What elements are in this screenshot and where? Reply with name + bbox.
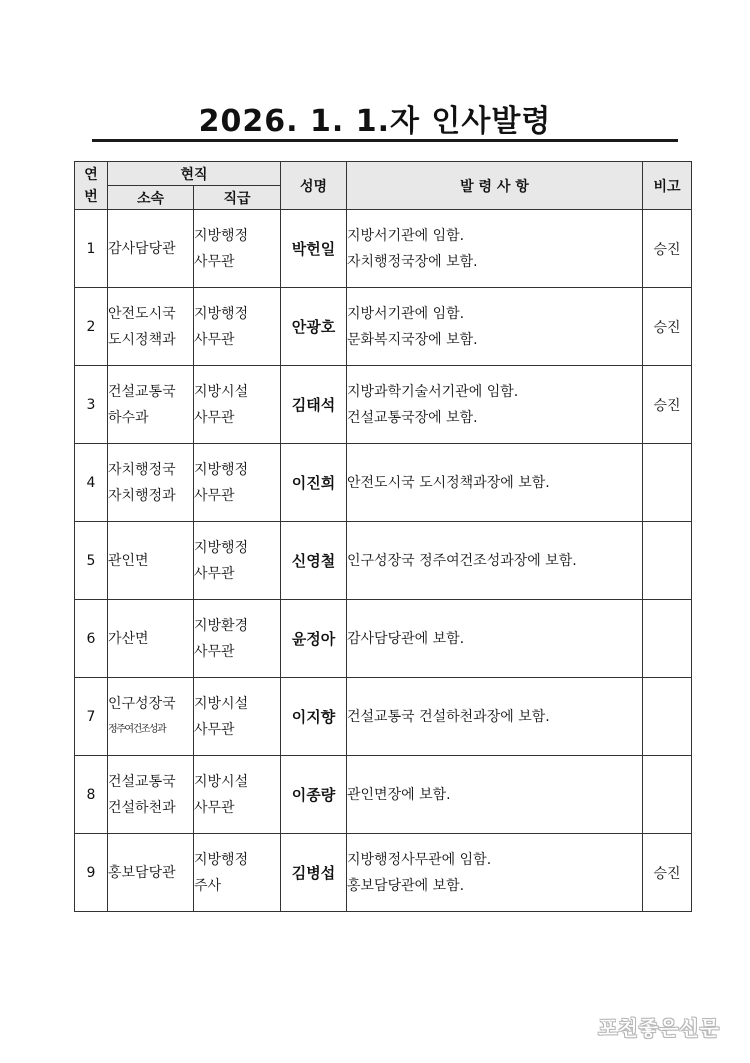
row-detail [347, 288, 643, 366]
row-number: 1 [75, 210, 108, 288]
grade-line: 지방시설 [194, 695, 249, 712]
row-name: 김병섭 [281, 834, 347, 912]
row-name: 김태석 [281, 366, 347, 444]
row-note [643, 678, 692, 756]
detail-line: 안전도시국 도시정책과장에 보함. [347, 474, 550, 491]
row-name: 이지향 [281, 678, 347, 756]
row-dept [108, 522, 194, 600]
row-grade [194, 366, 281, 444]
grade-line: 사무관 [194, 487, 235, 504]
row-grade [194, 522, 281, 600]
dept-line: 건설교통국 [108, 773, 176, 790]
row-name: 안광호 [281, 288, 347, 366]
row-detail [347, 600, 643, 678]
dept-line: 감사담당관 [108, 240, 176, 257]
row-number: 7 [75, 678, 108, 756]
grade-line: 지방시설 [194, 773, 249, 790]
detail-line: 지방행정사무관에 임함. [347, 851, 492, 868]
detail-line: 지방서기관에 임함. [347, 305, 465, 322]
grade-line: 지방행정 [194, 227, 249, 244]
detail-line: 건설교통국 건설하천과장에 보함. [347, 708, 550, 725]
grade-line: 사무관 [194, 799, 235, 816]
row-number: 6 [75, 600, 108, 678]
row-detail [347, 210, 643, 288]
grade-line: 지방행정 [194, 539, 249, 556]
table-row [75, 366, 692, 444]
table-row [75, 678, 692, 756]
row-dept [108, 444, 194, 522]
row-note: 승진 [643, 366, 692, 444]
table-row [75, 600, 692, 678]
row-dept [108, 678, 194, 756]
row-note [643, 600, 692, 678]
header-serial-bottom: 번 [84, 188, 98, 205]
grade-line: 사무관 [194, 331, 235, 348]
detail-line: 문화복지국장에 보함. [347, 331, 478, 348]
grade-line: 지방환경 [194, 617, 249, 634]
table-row [75, 834, 692, 912]
dept-line: 인구성장국 [108, 695, 176, 712]
row-number: 3 [75, 366, 108, 444]
row-grade [194, 756, 281, 834]
grade-line: 주사 [194, 877, 222, 894]
row-number: 4 [75, 444, 108, 522]
grade-line: 사무관 [194, 565, 235, 582]
dept-line: 관인면 [108, 552, 149, 569]
grade-line: 사무관 [194, 721, 235, 738]
dept-line: 홍보담당관 [108, 864, 176, 881]
table-row [75, 756, 692, 834]
row-grade [194, 288, 281, 366]
row-detail [347, 366, 643, 444]
row-dept [108, 600, 194, 678]
row-grade [194, 600, 281, 678]
table-body [75, 210, 692, 912]
table-row [75, 444, 692, 522]
header-name: 성명 [281, 162, 347, 210]
table-header [75, 162, 692, 210]
header-detail: 발 령 사 항 [347, 162, 643, 210]
dept-line: 자치행정국 [108, 461, 176, 478]
header-note: 비고 [643, 162, 692, 210]
row-name: 윤정아 [281, 600, 347, 678]
grade-line: 사무관 [194, 409, 235, 426]
detail-line: 자치행정국장에 보함. [347, 253, 478, 270]
row-detail [347, 678, 643, 756]
detail-line: 홍보담당관에 보함. [347, 877, 465, 894]
table-row [75, 522, 692, 600]
row-number: 5 [75, 522, 108, 600]
row-grade [194, 834, 281, 912]
row-detail [347, 834, 643, 912]
row-note: 승진 [643, 288, 692, 366]
row-dept [108, 288, 194, 366]
detail-line: 감사담당관에 보함. [347, 630, 465, 647]
row-number: 2 [75, 288, 108, 366]
row-detail [347, 444, 643, 522]
row-name: 박헌일 [281, 210, 347, 288]
header-dept: 소속 [108, 186, 194, 210]
header-serial [75, 162, 108, 210]
row-dept [108, 756, 194, 834]
grade-line: 지방행정 [194, 851, 249, 868]
detail-line: 건설교통국장에 보함. [347, 409, 478, 426]
row-grade [194, 210, 281, 288]
row-number: 9 [75, 834, 108, 912]
detail-line: 인구성장국 정주여건조성과장에 보함. [347, 552, 577, 569]
row-name: 이종량 [281, 756, 347, 834]
title-underline [92, 139, 678, 142]
row-note [643, 756, 692, 834]
dept-line: 가산면 [108, 630, 149, 647]
table-row [75, 210, 692, 288]
row-dept [108, 366, 194, 444]
row-detail [347, 522, 643, 600]
row-note: 승진 [643, 210, 692, 288]
personnel-table [74, 161, 692, 912]
header-grade: 직급 [194, 186, 281, 210]
dept-line: 건설교통국 [108, 383, 176, 400]
detail-line: 지방과학기술서기관에 임함. [347, 383, 519, 400]
row-grade [194, 444, 281, 522]
row-note: 승진 [643, 834, 692, 912]
row-number: 8 [75, 756, 108, 834]
dept-line: 정주여건조성과 [108, 723, 166, 735]
row-name: 신영철 [281, 522, 347, 600]
detail-line: 관인면장에 보함. [347, 786, 451, 803]
page-title: 2026. 1. 1.자 인사발령 [198, 104, 552, 139]
grade-line: 사무관 [194, 253, 235, 270]
dept-line: 도시정책과 [108, 331, 176, 348]
dept-line: 자치행정과 [108, 487, 176, 504]
header-current: 현직 [108, 162, 281, 186]
row-note [643, 444, 692, 522]
row-name: 이진희 [281, 444, 347, 522]
grade-line: 지방시설 [194, 383, 249, 400]
grade-line: 지방행정 [194, 461, 249, 478]
row-grade [194, 678, 281, 756]
table-row [75, 288, 692, 366]
detail-line: 지방서기관에 임함. [347, 227, 465, 244]
row-dept [108, 210, 194, 288]
dept-line: 건설하천과 [108, 799, 176, 816]
dept-line: 안전도시국 [108, 305, 176, 322]
row-note [643, 522, 692, 600]
publisher-watermark: 포천좋은신문 [598, 1016, 720, 1040]
dept-line: 하수과 [108, 409, 149, 426]
grade-line: 지방행정 [194, 305, 249, 322]
header-serial-top: 연 [84, 166, 98, 183]
grade-line: 사무관 [194, 643, 235, 660]
row-dept [108, 834, 194, 912]
row-detail [347, 756, 643, 834]
